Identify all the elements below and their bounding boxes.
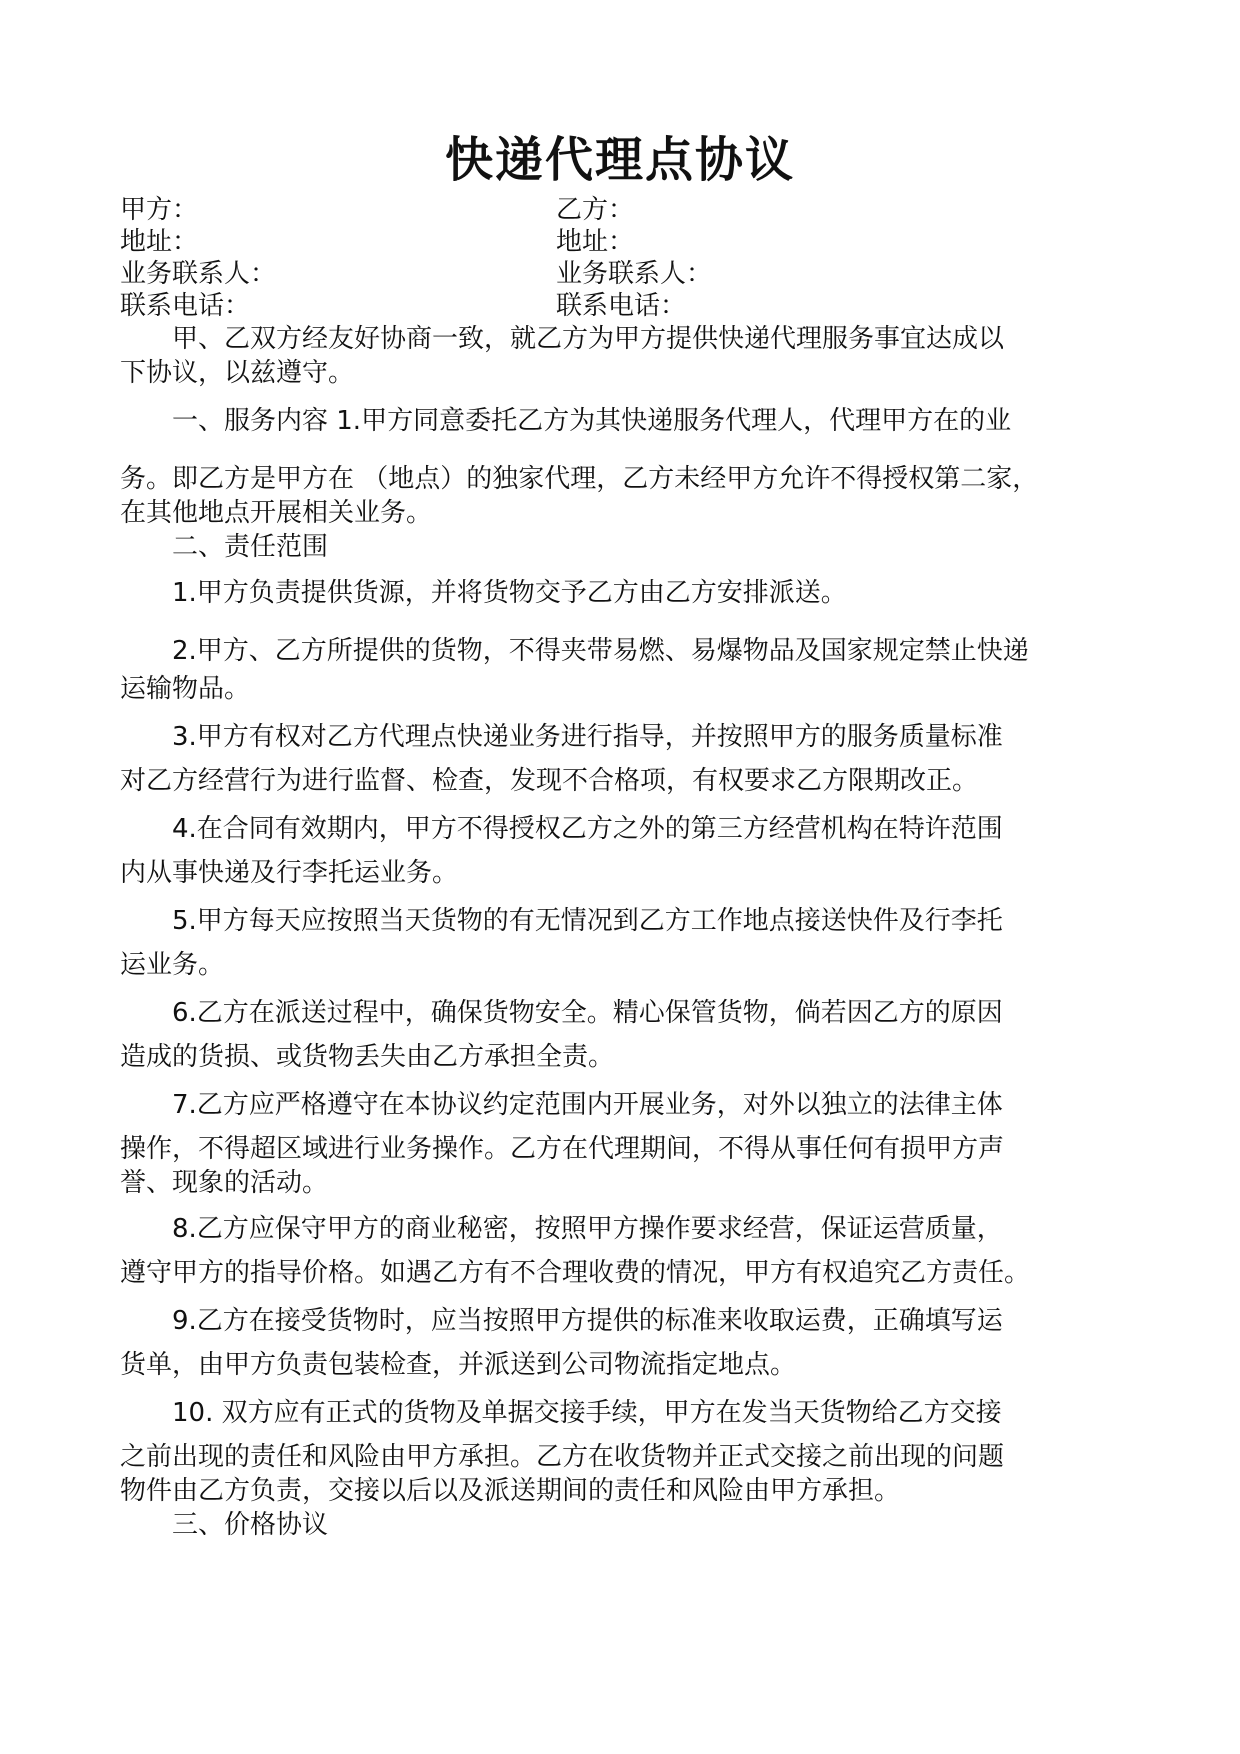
clause-line: 运业务。 — [120, 950, 225, 980]
clause-line: 3.甲方有权对乙方代理点快递业务进行指导，并按照甲方的服务质量标准 — [172, 722, 1003, 752]
clause-line: 5.甲方每天应按照当天货物的有无情况到乙方工作地点接送快件及行李托 — [172, 906, 1003, 936]
party-a-label: 甲方： — [120, 195, 199, 225]
intro-paragraph — [120, 322, 1130, 390]
clause-item — [120, 1304, 1130, 1382]
party-a-address: 地址： — [120, 227, 199, 257]
clause-line: 1.甲方负责提供货源，并将货物交予乙方由乙方安排派送。 — [172, 578, 847, 608]
clause-line: 货单，由甲方负责包装检查，并派送到公司物流指定地点。 — [120, 1350, 797, 1380]
clause-line: 10. 双方应有正式的货物及单据交接手续，甲方在发当天货物给乙方交接 — [172, 1398, 1002, 1428]
clause-line: 内从事快递及行李托运业务。 — [120, 858, 459, 888]
clause-line: 6.乙方在派送过程中，确保货物安全。精心保管货物，倘若因乙方的原因 — [172, 998, 1003, 1028]
section1-line: 在其他地点开展相关业务。 — [120, 498, 433, 528]
section1-paragraph — [120, 404, 1130, 530]
clause-line: 7.乙方应严格遵守在本协议约定范围内开展业务，对外以独立的法律主体 — [172, 1090, 1003, 1120]
clause-line: 遵守甲方的指导价格。如遇乙方有不合理收费的情况，甲方有权追究乙方责任。 — [120, 1258, 1031, 1288]
clause-item — [120, 1396, 1130, 1508]
clause-item — [120, 1088, 1130, 1200]
party-a-block — [120, 194, 276, 322]
clause-item — [120, 576, 1130, 610]
clause-line: 操作，不得超区域进行业务操作。乙方在代理期间，不得从事任何有损甲方声 — [120, 1134, 1005, 1164]
clause-line: 之前出现的责任和风险由甲方承担。乙方在收货物并正式交接之前出现的问题 — [120, 1442, 1005, 1472]
party-a-phone: 联系电话： — [120, 291, 251, 321]
intro-line: 下协议，以兹遵守。 — [120, 358, 355, 388]
party-b-contact: 业务联系人： — [556, 259, 713, 289]
clause-item — [120, 720, 1130, 798]
clause-item — [120, 812, 1130, 890]
party-b-phone: 联系电话： — [556, 291, 687, 321]
intro-line: 甲、乙双方经友好协商一致，就乙方为甲方提供快递代理服务事宜达成以 — [172, 324, 1005, 354]
clause-line: 9.乙方在接受货物时，应当按照甲方提供的标准来收取运费，正确填写运 — [172, 1306, 1003, 1336]
party-b-label: 乙方： — [556, 195, 635, 225]
section1-line: 务。即乙方是甲方在 （地点）的独家代理，乙方未经甲方允许不得授权第二家， — [120, 464, 1039, 494]
party-b-block — [556, 194, 712, 322]
clause-line: 对乙方经营行为进行监督、检查，发现不合格项，有权要求乙方限期改正。 — [120, 766, 979, 796]
section2-heading: 二、责任范围 — [172, 532, 329, 562]
section1-line: 一、服务内容 1.甲方同意委托乙方为其快递服务代理人，代理甲方在的业 — [172, 406, 1012, 436]
document-body — [120, 322, 1130, 1542]
clause-item — [120, 904, 1130, 982]
clause-item — [120, 1212, 1130, 1290]
clause-line: 8.乙方应保守甲方的商业秘密，按照甲方操作要求经营，保证运营质量， — [172, 1214, 1003, 1244]
section3-heading: 三、价格协议 — [172, 1510, 329, 1540]
clause-line: 誉、现象的活动。 — [120, 1168, 329, 1198]
clause-line: 物件由乙方负责，交接以后以及派送期间的责任和风险由甲方承担。 — [120, 1476, 901, 1506]
party-b-address: 地址： — [556, 227, 635, 257]
clause-line: 运输物品。 — [120, 674, 251, 704]
clause-line: 2.甲方、乙方所提供的货物，不得夹带易燃、易爆物品及国家规定禁止快递 — [172, 636, 1029, 666]
document-title: 快递代理点协议 — [444, 132, 795, 188]
clause-item — [120, 996, 1130, 1074]
clause-line: 造成的货损、或货物丢失由乙方承担全责。 — [120, 1042, 615, 1072]
clause-line: 4.在合同有效期内，甲方不得授权乙方之外的第三方经营机构在特许范围 — [172, 814, 1003, 844]
party-a-contact: 业务联系人： — [120, 259, 277, 289]
clause-item — [120, 634, 1130, 706]
